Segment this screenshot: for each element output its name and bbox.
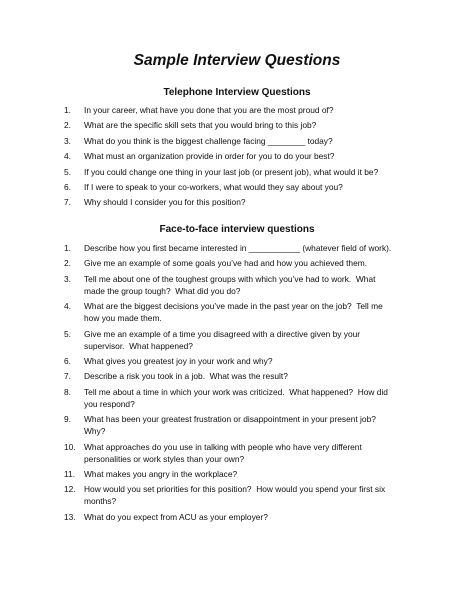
- question-text: [84, 273, 424, 297]
- question-text-line: What are the biggest decisions you’ve made in the past year on the job? Tell me: [84, 301, 383, 312]
- question-number: 2.: [64, 120, 71, 131]
- face-to-face-question-list: [64, 242, 424, 526]
- question-text: [84, 135, 424, 147]
- question-text-line: What gives you greatest joy in your work and why?: [84, 355, 273, 366]
- question-item: [64, 300, 424, 324]
- question-item: [64, 483, 424, 507]
- question-number: 5.: [64, 166, 71, 177]
- question-number: 3.: [64, 135, 71, 146]
- question-text-line: What must an organization provide in order for you to do your best?: [84, 151, 335, 162]
- question-text-line: you respond?: [84, 398, 135, 409]
- question-number: 6.: [64, 181, 71, 192]
- question-item: [64, 386, 424, 410]
- question-text-line: If I were to speak to your co-workers, what would they say about you?: [84, 181, 343, 192]
- question-number: 6.: [64, 355, 71, 366]
- section-heading-face-to-face: Face-to-face interview questions: [159, 224, 315, 235]
- question-text-line: Tell me about a time in which your work was criticized. What happened? How did: [84, 386, 388, 397]
- question-text: [84, 511, 424, 523]
- question-item: [64, 328, 424, 352]
- question-number: 4.: [64, 301, 71, 312]
- question-item: [64, 119, 424, 131]
- question-number: 12.: [64, 484, 76, 495]
- question-number: 1.: [64, 243, 71, 253]
- question-item: [64, 273, 424, 297]
- question-text: [84, 328, 424, 352]
- question-number: 11.: [64, 468, 76, 479]
- question-number: 8.: [64, 386, 71, 397]
- question-text: [84, 413, 424, 437]
- question-text-line: What makes you angry in the workplace?: [84, 468, 238, 479]
- question-item: [64, 413, 424, 437]
- question-text-line: What do you expect from ACU as your employer?: [84, 511, 268, 522]
- question-text: [84, 468, 424, 480]
- question-number: 7.: [64, 371, 71, 382]
- question-number: 10.: [64, 441, 76, 452]
- question-item: [64, 104, 424, 116]
- question-text-line: Why should I consider you for this position?: [84, 197, 246, 208]
- question-number: 2.: [64, 258, 71, 269]
- question-item: [64, 355, 424, 367]
- question-item: [64, 468, 424, 480]
- question-text: [84, 483, 424, 507]
- question-item: [64, 257, 424, 269]
- question-item: [64, 196, 424, 208]
- question-number: 4.: [64, 151, 71, 162]
- question-text-line: made the group tough? What did you do?: [84, 285, 241, 296]
- section-heading-telephone: Telephone Interview Questions: [163, 87, 311, 98]
- question-text: [84, 355, 424, 367]
- question-item: [64, 441, 424, 465]
- question-text-line: Describe a risk you took in a job. What was the result?: [84, 371, 288, 382]
- question-text-line: What do you think is the biggest challenge facing ________ today?: [84, 135, 333, 146]
- question-text: [84, 196, 424, 208]
- question-item: [64, 181, 424, 193]
- question-text-line: Why?: [84, 426, 106, 437]
- question-number: 13.: [64, 511, 76, 522]
- question-text-line: In your career, what have you done that you are the most proud of?: [84, 105, 334, 115]
- question-text: [84, 386, 424, 410]
- question-text: [84, 300, 424, 324]
- question-text-line: Give me an example of a time you disagreed with a directive given by your: [84, 328, 361, 339]
- question-text: [84, 119, 424, 131]
- document-title: Sample Interview Questions: [133, 52, 341, 69]
- question-item: [64, 166, 424, 178]
- question-text: [84, 181, 424, 193]
- question-text: [84, 166, 424, 178]
- question-text-line: Tell me about one of the toughest groups with which you’ve had to work. What: [84, 273, 376, 284]
- question-item: [64, 242, 424, 254]
- telephone-question-list: [64, 104, 424, 212]
- question-item: [64, 511, 424, 523]
- question-number: 1.: [64, 105, 71, 115]
- question-text-line: months?: [84, 496, 117, 507]
- question-text-line: personalities or work styles than your own?: [84, 453, 245, 464]
- question-number: 7.: [64, 197, 71, 208]
- question-text-line: How would you set priorities for this position? How would you spend your first six: [84, 484, 386, 495]
- question-text-line: What approaches do you use in talking with people who have very different: [84, 441, 362, 452]
- question-number: 3.: [64, 273, 71, 284]
- question-text-line: Describe how you first became interested in ___________ (whatever field of work).: [84, 243, 392, 253]
- question-text-line: If you could change one thing in your last job (or present job), what would it be?: [84, 166, 379, 177]
- question-number: 9.: [64, 414, 71, 425]
- question-item: [64, 370, 424, 382]
- question-text: [84, 150, 424, 162]
- question-item: [64, 150, 424, 162]
- question-text-line: What are the specific skill sets that you would bring to this job?: [84, 120, 317, 131]
- question-text: [84, 242, 424, 254]
- question-text-line: What has been your greatest frustration or disappointment in your present job?: [84, 414, 376, 425]
- question-text: [84, 257, 424, 269]
- question-text: [84, 441, 424, 465]
- question-number: 5.: [64, 328, 71, 339]
- question-text-line: how you made them.: [84, 313, 162, 324]
- question-text-line: Give me an example of some goals you’ve had and how you achieved them.: [84, 258, 368, 269]
- question-text-line: supervisor. What happened?: [84, 340, 193, 351]
- question-text: [84, 370, 424, 382]
- question-text: [84, 104, 424, 116]
- question-item: [64, 135, 424, 147]
